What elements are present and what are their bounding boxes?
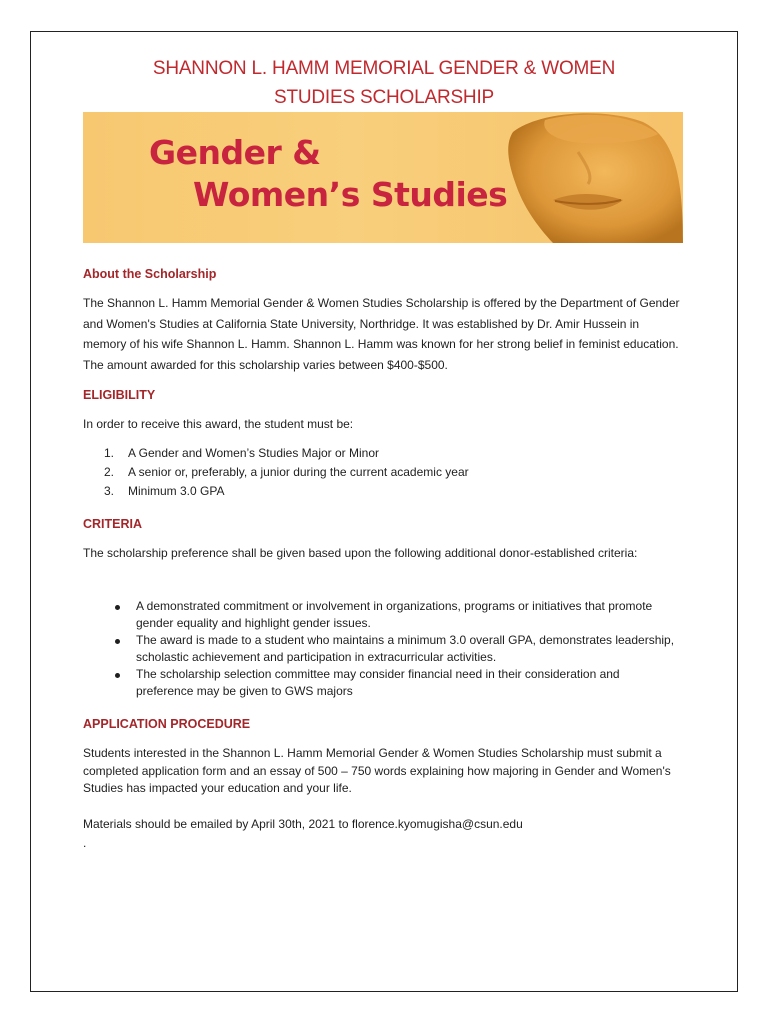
criteria-heading: CRITERIA [83, 517, 143, 531]
banner-image [83, 112, 683, 243]
bullet-icon [115, 605, 120, 610]
banner-title-line-1: Gender & [149, 133, 321, 172]
application-heading: APPLICATION PROCEDURE [83, 717, 251, 731]
criteria-intro: The scholarship preference shall be given based upon the following additional donor-established criteria: [83, 546, 638, 560]
list-number: 2. [104, 465, 115, 479]
trailing-period: . [83, 836, 87, 850]
eligibility-heading: ELIGIBILITY [83, 388, 156, 402]
banner-title [149, 132, 507, 216]
list-text: The scholarship selection committee may consider financial need in their consideration and preference may be given to GWS majors [136, 667, 620, 698]
list-item [115, 632, 675, 666]
materials-line: Materials should be emailed by April 30th, 2021 to florence.kyomugisha@csun.edu [83, 817, 523, 831]
page-title-line-2: STUDIES SCHOLARSHIP [273, 87, 495, 108]
list-item [104, 482, 469, 501]
criteria-list [115, 598, 675, 700]
about-paragraph: The Shannon L. Hamm Memorial Gender & Women Studies Scholarship is offered by the Department of Gender and Women's Studies at California State University, Northridge. It was established by Dr. Amir Hussein in memory of his wife Shannon L. Hamm. Shannon L. Hamm was known for her strong belief in feminist education. The amount awarded for this scholarship varies between $400-$500. [83, 296, 680, 372]
list-number: 3. [104, 484, 115, 498]
bullet-icon [115, 639, 120, 644]
list-text: Minimum 3.0 GPA [128, 484, 225, 498]
application-paragraph: Students interested in the Shannon L. Hamm Memorial Gender & Women Studies Scholarship must submit a completed application form and an essay of 500 – 750 words explaining how majoring in Gender and Women's Studies has impacted your education and your life. [83, 746, 671, 795]
page-title-line-1: SHANNON L. HAMM MEMORIAL GENDER & WOMEN [152, 58, 616, 79]
list-text: The award is made to a student who maintains a minimum 3.0 overall GPA, demonstrates leadership, scholastic achievement and participation in extracurricular activities. [136, 633, 675, 664]
banner-title-line-2: Women’s Studies [193, 175, 508, 214]
list-item [104, 444, 469, 463]
bullet-icon [115, 673, 120, 678]
list-item [104, 463, 469, 482]
list-item [115, 598, 675, 632]
page-title [30, 54, 738, 112]
eligibility-list [104, 444, 469, 501]
list-text: A Gender and Women’s Studies Major or Minor [128, 446, 380, 460]
list-text: A senior or, preferably, a junior during the current academic year [128, 465, 469, 479]
list-text: A demonstrated commitment or involvement in organizations, programs or initiatives that promote gender equality and highlight gender issues. [136, 599, 653, 630]
list-number: 1. [104, 446, 115, 460]
list-item [115, 666, 675, 700]
about-heading: About the Scholarship [83, 267, 217, 281]
eligibility-intro: In order to receive this award, the student must be: [83, 417, 354, 431]
